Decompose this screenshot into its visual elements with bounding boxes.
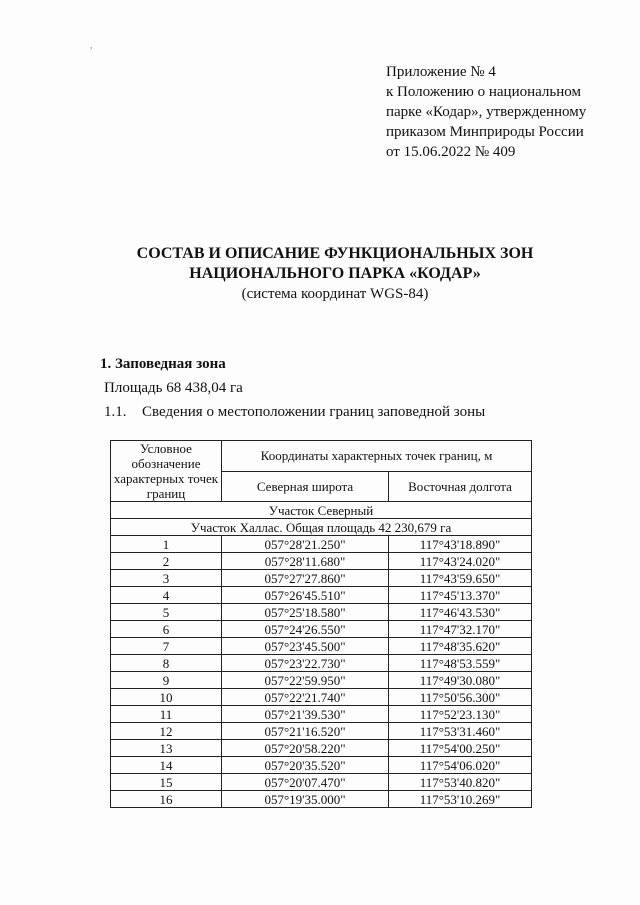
point-number: 2 [111, 553, 222, 570]
subsection-number: 1.1. [104, 404, 127, 420]
document-title [0, 244, 640, 284]
latitude-cell: 057°22'59.950" [222, 672, 389, 689]
table-row [111, 791, 532, 808]
point-number: 10 [111, 689, 222, 706]
latitude-cell: 057°25'18.580" [222, 604, 389, 621]
zone-area: Площадь 68 438,04 га [104, 380, 243, 396]
title-line-1: СОСТАВ И ОПИСАНИЕ ФУНКЦИОНАЛЬНЫХ ЗОН [136, 245, 534, 262]
table-row [111, 536, 532, 553]
latitude-cell: 057°21'16.520" [222, 723, 389, 740]
table-row [111, 604, 532, 621]
appendix-line: приказом Минприроды России [386, 124, 584, 140]
latitude-cell: 057°20'35.520" [222, 757, 389, 774]
header-coordinates: Координаты характерных точек границ, м [222, 441, 532, 472]
longitude-cell: 117°48'35.620" [389, 638, 532, 655]
appendix-block [386, 62, 586, 162]
appendix-line: парке «Кодар», утвержденному [386, 104, 587, 120]
header-longitude: Восточная долгота [389, 471, 532, 502]
coordinate-system: (система координат WGS-84) [241, 286, 429, 302]
longitude-cell: 117°47'32.170" [389, 621, 532, 638]
longitude-cell: 117°53'31.460" [389, 723, 532, 740]
group-title: Участок Северный [111, 502, 532, 519]
longitude-cell: 117°50'56.300" [389, 689, 532, 706]
latitude-cell: 057°27'27.860" [222, 570, 389, 587]
longitude-cell: 117°46'43.530" [389, 604, 532, 621]
latitude-cell: 057°22'21.740" [222, 689, 389, 706]
latitude-cell: 057°23'45.500" [222, 638, 389, 655]
table-row [111, 638, 532, 655]
table-row [111, 672, 532, 689]
point-number: 9 [111, 672, 222, 689]
subgroup-title: Участок Халлас. Общая площадь 42 230,679 га [111, 519, 532, 536]
longitude-cell: 117°43'18.890" [389, 536, 532, 553]
table-row [111, 723, 532, 740]
table-row [111, 689, 532, 706]
point-number: 6 [111, 621, 222, 638]
table-row [111, 587, 532, 604]
longitude-cell: 117°48'53.559" [389, 655, 532, 672]
subsection-title: Сведения о местоположении границ заповедной зоны [142, 404, 486, 420]
longitude-cell: 117°49'30.080" [389, 672, 532, 689]
point-number: 14 [111, 757, 222, 774]
subsection-heading [104, 404, 485, 421]
appendix-line: от 15.06.2022 № 409 [386, 144, 516, 160]
latitude-cell: 057°23'22.730" [222, 655, 389, 672]
appendix-line: к Положению о национальном [386, 84, 581, 100]
header-latitude: Северная широта [222, 471, 389, 502]
longitude-cell: 117°43'24.020" [389, 553, 532, 570]
longitude-cell: 117°53'10.269" [389, 791, 532, 808]
title-line-2: НАЦИОНАЛЬНОГО ПАРКА «КОДАР» [189, 265, 481, 282]
scan-mark: , [90, 40, 93, 51]
longitude-cell: 117°45'13.370" [389, 587, 532, 604]
latitude-cell: 057°28'21.250" [222, 536, 389, 553]
latitude-cell: 057°21'39.530" [222, 706, 389, 723]
table-row [111, 553, 532, 570]
table-row [111, 757, 532, 774]
table-row [111, 570, 532, 587]
table-row [111, 621, 532, 638]
point-number: 8 [111, 655, 222, 672]
latitude-cell: 057°28'11.680" [222, 553, 389, 570]
latitude-cell: 057°24'26.550" [222, 621, 389, 638]
longitude-cell: 117°52'23.130" [389, 706, 532, 723]
longitude-cell: 117°53'40.820" [389, 774, 532, 791]
table-row [111, 774, 532, 791]
latitude-cell: 057°19'35.000" [222, 791, 389, 808]
table-row [111, 655, 532, 672]
point-number: 13 [111, 740, 222, 757]
point-number: 1 [111, 536, 222, 553]
longitude-cell: 117°54'06.020" [389, 757, 532, 774]
latitude-cell: 057°26'45.510" [222, 587, 389, 604]
longitude-cell: 117°43'59.650" [389, 570, 532, 587]
point-number: 3 [111, 570, 222, 587]
point-number: 12 [111, 723, 222, 740]
latitude-cell: 057°20'07.470" [222, 774, 389, 791]
appendix-line: Приложение № 4 [386, 64, 496, 80]
table-row [111, 706, 532, 723]
header-point-label: Условное обозначение характерных точек границ [111, 441, 222, 502]
point-number: 15 [111, 774, 222, 791]
coordinates-table [110, 440, 532, 808]
point-number: 16 [111, 791, 222, 808]
point-number: 11 [111, 706, 222, 723]
longitude-cell: 117°54'00.250" [389, 740, 532, 757]
latitude-cell: 057°20'58.220" [222, 740, 389, 757]
point-number: 7 [111, 638, 222, 655]
point-number: 4 [111, 587, 222, 604]
table-row [111, 740, 532, 757]
point-number: 5 [111, 604, 222, 621]
section-heading: 1. Заповедная зона [100, 356, 226, 372]
